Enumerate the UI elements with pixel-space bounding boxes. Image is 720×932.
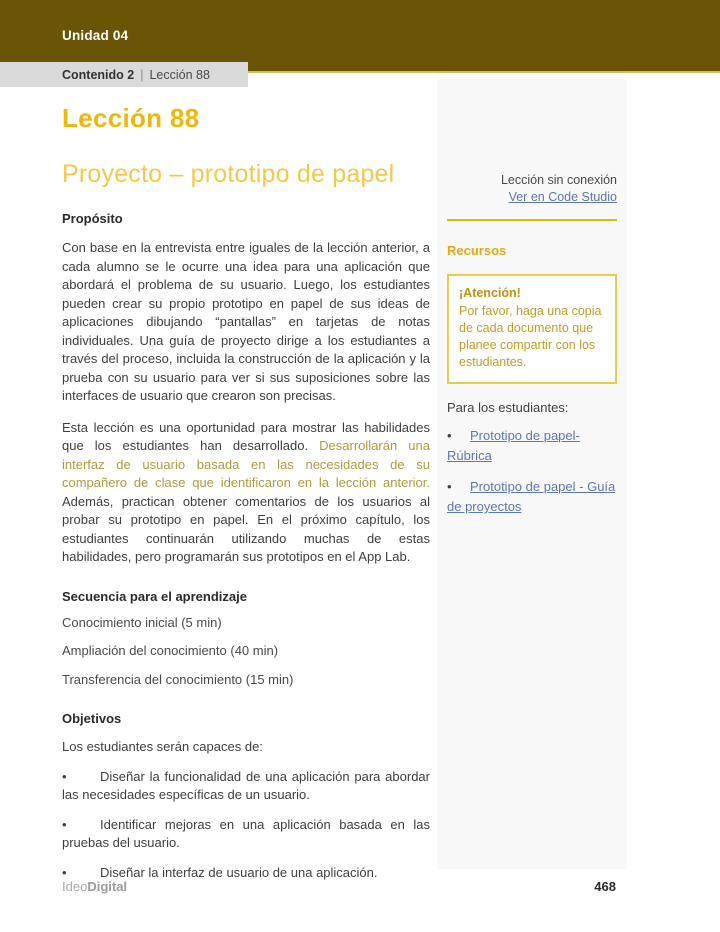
sequence-item: Conocimiento inicial (5 min): [62, 614, 222, 630]
gold-divider: [447, 219, 617, 221]
purpose-p2-highlight: Desarrollarán una interfaz de usuario basada en las necesidades de su compañero de clase que identificaron en la lección anterior.: [62, 438, 430, 490]
objective-text: Identificar mejoras en una aplicación basada en las pruebas del usuario.: [62, 816, 430, 850]
brand-bold: Digital: [87, 879, 128, 894]
student-resource-item: [447, 477, 617, 517]
breadcrumb-content-label: Contenido 2: [62, 67, 135, 82]
unit-label: Unidad 04: [62, 28, 129, 43]
code-studio-link[interactable]: Ver en Code Studio: [508, 190, 617, 204]
attention-body: Por favor, haga una copia de cada documento que planee compartir con los estudiantes.: [459, 304, 602, 369]
bullet-icon: [447, 426, 470, 446]
attention-title: ¡Atención!: [459, 286, 521, 300]
purpose-paragraph-1: Con base en la entrevista entre iguales de la lección anterior, a cada alumno se le ocurre una idea para una aplicación que abordará el problema de su usuario. Luego, los estudiantes pueden crear su propio prototipo en papel de sus ideas de aplicaciones dibujando “pantallas” en tarjetas de notas individuales. Una guía de proyecto dirige a los estudiantes a través del proceso, incluida la construcción de la aplicación y la prueba con su usuario para ver si sus suposiciones sobre las interfaces de usuario que crearon son precisas.: [62, 240, 430, 403]
bullet-icon: [62, 768, 100, 787]
purpose-heading: Propósito: [62, 211, 123, 226]
main-content: [62, 95, 430, 882]
student-resource-link-rubrica[interactable]: Prototipo de papel- Rúbrica: [447, 428, 580, 463]
bullet-icon: [447, 477, 470, 497]
sequence-heading: Secuencia para el aprendizaje: [62, 588, 247, 604]
resources-heading: Recursos: [447, 243, 507, 258]
footer-brand: [62, 879, 127, 894]
bullet-icon: [62, 816, 100, 835]
objective-item: [62, 816, 430, 853]
objectives-heading: Objetivos: [62, 711, 122, 726]
page-subtitle: Proyecto – prototipo de papel: [62, 160, 395, 188]
brand-regular: Ideo: [62, 879, 88, 894]
page-number: 468: [594, 879, 616, 894]
sequence-item: Ampliación del conocimiento (40 min): [62, 643, 279, 658]
breadcrumb-lesson-label: Lección 88: [149, 67, 210, 82]
purpose-p2-plain-end: Además, practican obtener comentarios de los usuarios al probar su prototipo en papel. En el próximo capítulo, los estudiantes continuarán utilizando muchas de estas habilidades, pero programarán sus prototipos en el App Lab.: [62, 493, 430, 564]
attention-callout: [447, 274, 617, 384]
breadcrumb: [0, 62, 248, 87]
objectives-intro: Los estudiantes serán capaces de:: [62, 739, 263, 754]
objective-item: [62, 768, 430, 805]
breadcrumb-separator: |: [140, 67, 144, 82]
student-resource-link-guia[interactable]: Prototipo de papel - Guía de proyectos: [447, 479, 616, 514]
objective-text: Diseñar la funcionalidad de una aplicación para abordar las necesidades específicas de un usuario.: [62, 768, 430, 802]
purpose-paragraph-2: [62, 419, 430, 567]
student-resource-item: [447, 426, 617, 466]
resources-sidebar: [437, 79, 627, 869]
page-title: Lección 88: [62, 103, 200, 133]
purpose-p2-plain-start: Esta lección es una oportunidad para mostrar las habilidades que los estudiantes han desarrollado.: [62, 419, 430, 453]
objective-text: Diseñar la interfaz de usuario de una aplicación.: [100, 864, 378, 880]
offline-block: [447, 172, 617, 206]
students-heading: Para los estudiantes:: [447, 400, 569, 415]
sequence-item: Transferencia del conocimiento (15 min): [62, 671, 294, 687]
offline-status-label: Lección sin conexión: [500, 173, 617, 187]
